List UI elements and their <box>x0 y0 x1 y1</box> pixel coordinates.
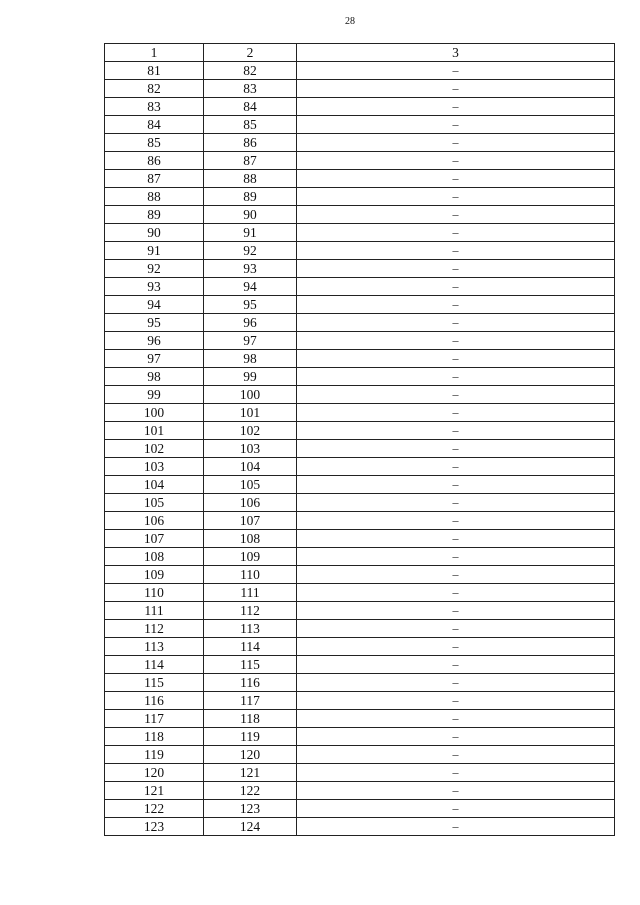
table-cell-col-2: 108 <box>204 530 297 548</box>
table-row <box>105 278 615 296</box>
column-header-1: 1 <box>105 44 204 62</box>
table-row <box>105 602 615 620</box>
table-cell-col-1: 123 <box>105 818 204 836</box>
table-cell-col-1: 106 <box>105 512 204 530</box>
table-cell-col-3: – <box>297 206 615 224</box>
table-cell-col-3: – <box>297 368 615 386</box>
table-cell-col-2: 83 <box>204 80 297 98</box>
table-cell-col-3: – <box>297 566 615 584</box>
table-body <box>105 44 615 836</box>
table-cell-col-3: – <box>297 674 615 692</box>
table-cell-col-1: 122 <box>105 800 204 818</box>
table-cell-col-3: – <box>297 152 615 170</box>
table-cell-col-2: 100 <box>204 386 297 404</box>
table-header-row <box>105 44 615 62</box>
table-row <box>105 512 615 530</box>
table-cell-col-2: 95 <box>204 296 297 314</box>
table-cell-col-1: 115 <box>105 674 204 692</box>
table-cell-col-1: 121 <box>105 782 204 800</box>
table-cell-col-3: – <box>297 404 615 422</box>
table-row <box>105 386 615 404</box>
table-cell-col-2: 98 <box>204 350 297 368</box>
table-cell-col-1: 111 <box>105 602 204 620</box>
page-number: 28 <box>345 16 355 27</box>
table-cell-col-2: 123 <box>204 800 297 818</box>
table-cell-col-2: 96 <box>204 314 297 332</box>
table-cell-col-3: – <box>297 98 615 116</box>
table-row <box>105 350 615 368</box>
table-cell-col-2: 122 <box>204 782 297 800</box>
table-cell-col-1: 85 <box>105 134 204 152</box>
table-cell-col-3: – <box>297 782 615 800</box>
table-cell-col-3: – <box>297 386 615 404</box>
table-cell-col-3: – <box>297 422 615 440</box>
table-cell-col-1: 94 <box>105 296 204 314</box>
table-cell-col-2: 116 <box>204 674 297 692</box>
table-cell-col-2: 120 <box>204 746 297 764</box>
table-cell-col-2: 118 <box>204 710 297 728</box>
table-cell-col-2: 91 <box>204 224 297 242</box>
table-cell-col-1: 116 <box>105 692 204 710</box>
table-cell-col-2: 115 <box>204 656 297 674</box>
table-cell-col-1: 83 <box>105 98 204 116</box>
table-cell-col-1: 103 <box>105 458 204 476</box>
table-cell-col-2: 101 <box>204 404 297 422</box>
table-cell-col-2: 124 <box>204 818 297 836</box>
table-cell-col-1: 84 <box>105 116 204 134</box>
table-cell-col-3: – <box>297 116 615 134</box>
table-row <box>105 746 615 764</box>
table-cell-col-2: 102 <box>204 422 297 440</box>
table-cell-col-3: – <box>297 296 615 314</box>
table-cell-col-1: 95 <box>105 314 204 332</box>
data-table <box>104 43 615 836</box>
table-cell-col-1: 107 <box>105 530 204 548</box>
table-cell-col-3: – <box>297 260 615 278</box>
table-cell-col-1: 93 <box>105 278 204 296</box>
table-row <box>105 440 615 458</box>
table-row <box>105 404 615 422</box>
table-cell-col-3: – <box>297 728 615 746</box>
table-row <box>105 710 615 728</box>
table-cell-col-3: – <box>297 350 615 368</box>
table-cell-col-1: 87 <box>105 170 204 188</box>
table-cell-col-3: – <box>297 224 615 242</box>
table-row <box>105 548 615 566</box>
table-row <box>105 224 615 242</box>
table-row <box>105 134 615 152</box>
table-row <box>105 62 615 80</box>
table-cell-col-3: – <box>297 332 615 350</box>
table-cell-col-1: 118 <box>105 728 204 746</box>
table-cell-col-2: 85 <box>204 116 297 134</box>
table-cell-col-1: 97 <box>105 350 204 368</box>
table-cell-col-1: 109 <box>105 566 204 584</box>
table-row <box>105 80 615 98</box>
table-cell-col-2: 99 <box>204 368 297 386</box>
table-cell-col-2: 87 <box>204 152 297 170</box>
table-cell-col-1: 108 <box>105 548 204 566</box>
table-cell-col-1: 92 <box>105 260 204 278</box>
table-cell-col-1: 113 <box>105 638 204 656</box>
table-row <box>105 674 615 692</box>
table-cell-col-2: 97 <box>204 332 297 350</box>
table-cell-col-2: 89 <box>204 188 297 206</box>
table-row <box>105 728 615 746</box>
table-cell-col-2: 107 <box>204 512 297 530</box>
table-row <box>105 782 615 800</box>
table-row <box>105 116 615 134</box>
table-row <box>105 656 615 674</box>
table-cell-col-2: 109 <box>204 548 297 566</box>
table-row <box>105 620 615 638</box>
table-cell-col-2: 94 <box>204 278 297 296</box>
table-cell-col-1: 101 <box>105 422 204 440</box>
table-cell-col-2: 84 <box>204 98 297 116</box>
table-row <box>105 530 615 548</box>
table-cell-col-1: 119 <box>105 746 204 764</box>
table-cell-col-3: – <box>297 170 615 188</box>
table-cell-col-1: 117 <box>105 710 204 728</box>
table-cell-col-1: 110 <box>105 584 204 602</box>
table-cell-col-3: – <box>297 188 615 206</box>
table-row <box>105 242 615 260</box>
table-cell-col-1: 81 <box>105 62 204 80</box>
table-cell-col-1: 98 <box>105 368 204 386</box>
table-row <box>105 170 615 188</box>
table-row <box>105 764 615 782</box>
table-row <box>105 368 615 386</box>
table-cell-col-3: – <box>297 710 615 728</box>
table-row <box>105 332 615 350</box>
table-cell-col-3: – <box>297 530 615 548</box>
table-cell-col-3: – <box>297 620 615 638</box>
table-row <box>105 458 615 476</box>
table-cell-col-2: 86 <box>204 134 297 152</box>
table-cell-col-3: – <box>297 62 615 80</box>
table-row <box>105 692 615 710</box>
table-row <box>105 818 615 836</box>
table-cell-col-2: 113 <box>204 620 297 638</box>
data-table-container <box>104 43 614 836</box>
table-row <box>105 314 615 332</box>
table-cell-col-1: 82 <box>105 80 204 98</box>
table-row <box>105 98 615 116</box>
table-cell-col-3: – <box>297 80 615 98</box>
table-cell-col-3: – <box>297 818 615 836</box>
table-cell-col-1: 120 <box>105 764 204 782</box>
table-cell-col-3: – <box>297 242 615 260</box>
table-row <box>105 638 615 656</box>
table-cell-col-3: – <box>297 584 615 602</box>
table-cell-col-3: – <box>297 314 615 332</box>
table-cell-col-3: – <box>297 458 615 476</box>
table-cell-col-3: – <box>297 548 615 566</box>
table-cell-col-1: 105 <box>105 494 204 512</box>
table-cell-col-2: 112 <box>204 602 297 620</box>
table-cell-col-1: 86 <box>105 152 204 170</box>
table-cell-col-2: 119 <box>204 728 297 746</box>
table-cell-col-3: – <box>297 476 615 494</box>
column-header-2: 2 <box>204 44 297 62</box>
column-header-3: 3 <box>297 44 615 62</box>
table-cell-col-1: 91 <box>105 242 204 260</box>
table-cell-col-3: – <box>297 512 615 530</box>
table-cell-col-1: 96 <box>105 332 204 350</box>
table-cell-col-2: 103 <box>204 440 297 458</box>
table-row <box>105 152 615 170</box>
table-row <box>105 584 615 602</box>
table-row <box>105 296 615 314</box>
table-cell-col-1: 88 <box>105 188 204 206</box>
table-cell-col-3: – <box>297 692 615 710</box>
table-cell-col-1: 89 <box>105 206 204 224</box>
table-cell-col-3: – <box>297 602 615 620</box>
table-cell-col-2: 111 <box>204 584 297 602</box>
table-cell-col-2: 90 <box>204 206 297 224</box>
table-cell-col-2: 110 <box>204 566 297 584</box>
table-row <box>105 260 615 278</box>
table-cell-col-3: – <box>297 134 615 152</box>
table-cell-col-1: 102 <box>105 440 204 458</box>
table-cell-col-2: 88 <box>204 170 297 188</box>
table-cell-col-1: 112 <box>105 620 204 638</box>
table-cell-col-1: 99 <box>105 386 204 404</box>
table-row <box>105 494 615 512</box>
table-cell-col-3: – <box>297 656 615 674</box>
table-cell-col-2: 114 <box>204 638 297 656</box>
table-cell-col-3: – <box>297 746 615 764</box>
table-cell-col-3: – <box>297 440 615 458</box>
table-cell-col-2: 117 <box>204 692 297 710</box>
table-cell-col-2: 104 <box>204 458 297 476</box>
table-cell-col-3: – <box>297 800 615 818</box>
table-cell-col-3: – <box>297 494 615 512</box>
table-cell-col-1: 104 <box>105 476 204 494</box>
table-cell-col-3: – <box>297 638 615 656</box>
table-row <box>105 800 615 818</box>
table-row <box>105 206 615 224</box>
table-cell-col-2: 92 <box>204 242 297 260</box>
table-cell-col-2: 93 <box>204 260 297 278</box>
table-row <box>105 566 615 584</box>
table-cell-col-1: 114 <box>105 656 204 674</box>
table-cell-col-2: 82 <box>204 62 297 80</box>
table-row <box>105 422 615 440</box>
table-cell-col-2: 105 <box>204 476 297 494</box>
table-cell-col-1: 100 <box>105 404 204 422</box>
table-row <box>105 188 615 206</box>
table-cell-col-2: 121 <box>204 764 297 782</box>
table-cell-col-1: 90 <box>105 224 204 242</box>
table-cell-col-3: – <box>297 278 615 296</box>
table-row <box>105 476 615 494</box>
table-cell-col-2: 106 <box>204 494 297 512</box>
table-cell-col-3: – <box>297 764 615 782</box>
